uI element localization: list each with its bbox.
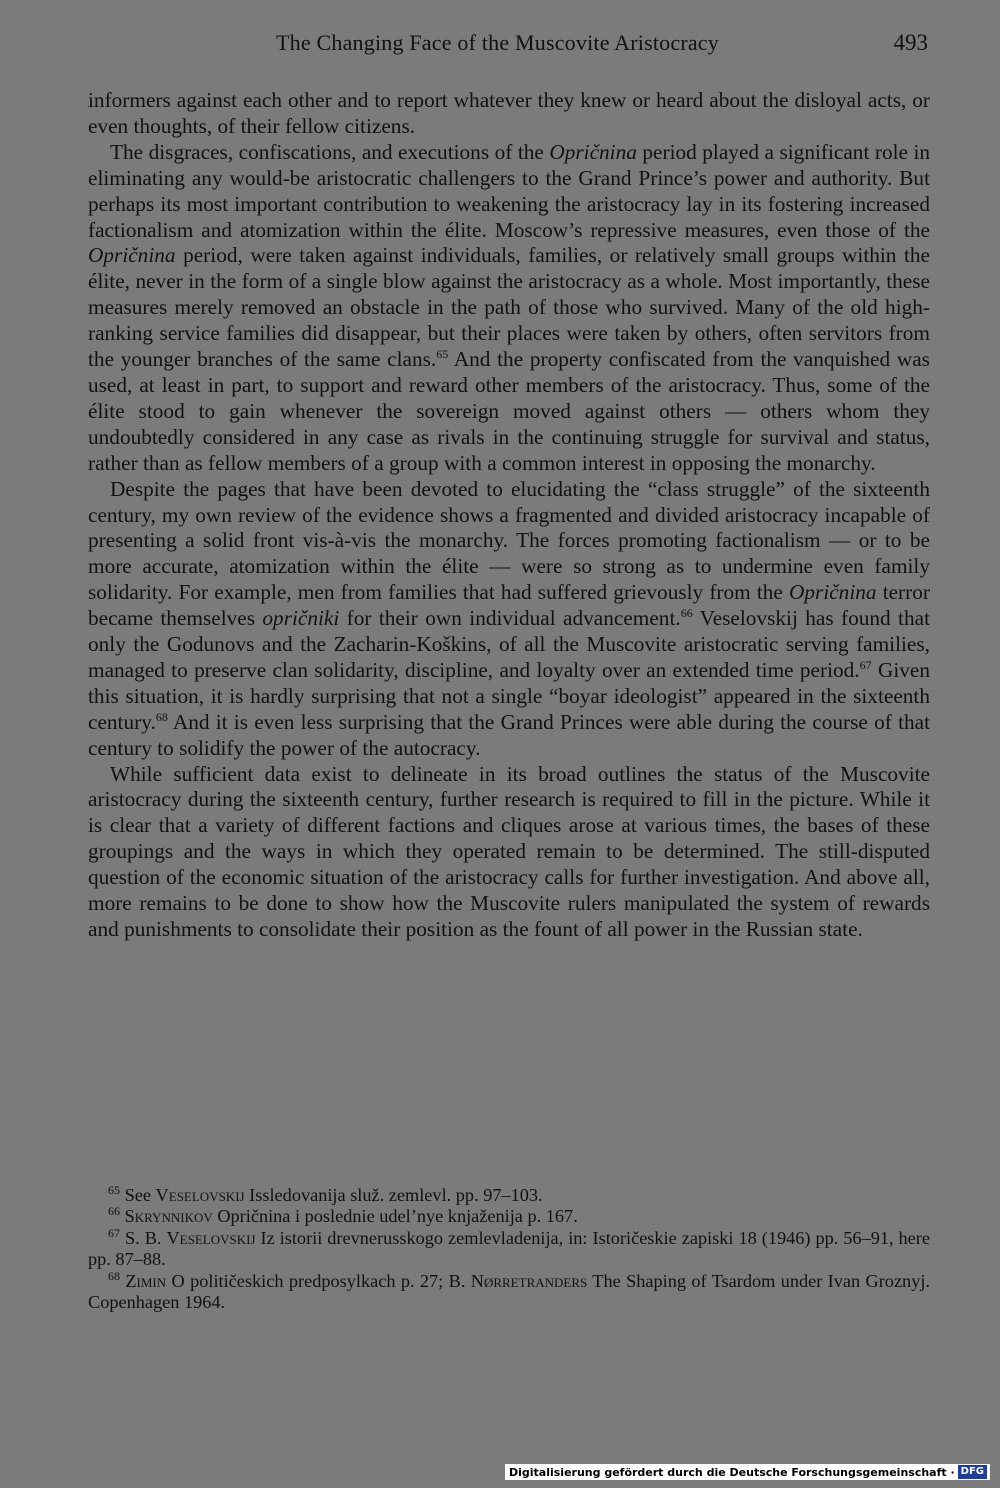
italic-term: Opričnina: [549, 139, 637, 164]
paragraph-4: While sufficient data exist to delineate in its broad outlines the status of the Muscovite aristocracy during the sixteenth century, further research is required to fill in the picture. While it is clear that a variety of different factions and cliques arose at various times, the bases of these groupings and the ways in which they operated remain to be determined. The still-disputed question of the economic situation of the aristocracy calls for further investigation. And above all, more remains to be done to show how the Muscovite rulers manipulated the system of rewards and punishments to consolidate their position as the fount of all power in the Russian state.: [88, 761, 930, 941]
paragraph-3: Despite the pages that have been devoted to elucidating the “class struggle” of the sixteenth century, my own review of the evidence shows a fragmented and divided aristocracy incapable of presenting a solid front vis-à-vis the monarchy. The forces promoting factionalism — or to be more accurate, atomization within the élite — were so strong as to undermine even family solidarity. For example, men from families that had suffered grievously from the Opričnina terror became themselves opričniki for their own individual advancement.$^{66}$ Veselovskij has found that only the Godunovs and the Zacharin-Koškins, of all the Muscovite aristocratic serving families, managed to preserve clan solidarity, discipline, and loyalty over an extended time period.$^{67}$ Given this situation, it is hardly surprising that not a single “boyar ideologist” appeared in the sixteenth century.$^{68}$ And it is even less surprising that the Grand Princes were able during the course of that century to solidify the power of the autocracy.: [88, 476, 931, 760]
italic-term: Opričnina: [88, 243, 176, 268]
running-header: [88, 30, 930, 60]
paragraph-1: informers against each other and to report whatever they knew or heard about the disloyal acts, or even thoughts, of their fellow citizens.: [88, 88, 930, 138]
digitization-credit: [505, 1464, 990, 1480]
footnote-68: $^{68}$ Zimin O političeskich predposylkach p. 27; B. Nørretranders The Shaping of Tsardom under Ivan Groznyj. Copenhagen 1964.: [88, 1268, 930, 1313]
footnote-ref-68: 68: [155, 709, 168, 724]
footnote-65: $^{65}$ See Veselovskij Issledovanija služ. zemlevl. pp. 97–103.: [108, 1182, 543, 1205]
dfg-logo: DFG: [958, 1465, 987, 1479]
paragraph-2: The disgraces, confiscations, and executions of the Opričnina period played a significant role in eliminating any would-be aristocratic challengers to the Grand Prince’s power and authority. But perhaps its most important contribution to weakening the aristocracy lay in its fostering increased factionalism and atomization within the élite. Moscow’s repressive measures, even those of the Opričnina period, were taken against individuals, families, or relatively small groups within the élite, never in the form of a single blow against the aristocracy as a whole. Most importantly, these measures merely removed an obstacle in the path of those who survived. Many of the old high-ranking service families did disappear, but their places were taken by others, often servitors from the younger branches of the same clans.$^{65}$ And the property confiscated from the vanquished was used, at least in part, to support and reward other members of the aristocracy. Thus, some of the élite stood to gain whenever the sovereign moved against others — others whom they undoubtedly considered in any case as rivals in the continuing struggle for survival and status, rather than as fellow members of a group with a common interest in opposing the monarchy.: [88, 139, 931, 475]
footnotes: [88, 1182, 930, 1313]
footnote-ref-65: 65: [436, 346, 449, 361]
digitization-credit-text: Digitalisierung gefördert durch die Deutsche Forschungsgemeinschaft ·: [508, 1465, 955, 1479]
footnote-ref-67: 67: [859, 657, 872, 672]
italic-term: opričniki: [262, 606, 340, 631]
footnote-66: $^{66}$ Skrynnikov Opričnina i poslednie udel’nye knjaženija p. 167.: [108, 1204, 578, 1227]
running-header-title: The Changing Face of the Muscovite Aristocracy: [276, 30, 719, 55]
italic-term: Opričnina: [789, 580, 877, 605]
body-text: [88, 88, 930, 943]
footnote-67: $^{67}$ S. B. Veselovskij Iz istorii drevnerusskogo zemlevladenija, in: Istoričeskie zapiski 18 (1946) pp. 56–91, here pp. 87–88.: [88, 1225, 930, 1270]
footnote-ref-66: 66: [680, 606, 693, 621]
page-number: 493: [893, 30, 928, 55]
